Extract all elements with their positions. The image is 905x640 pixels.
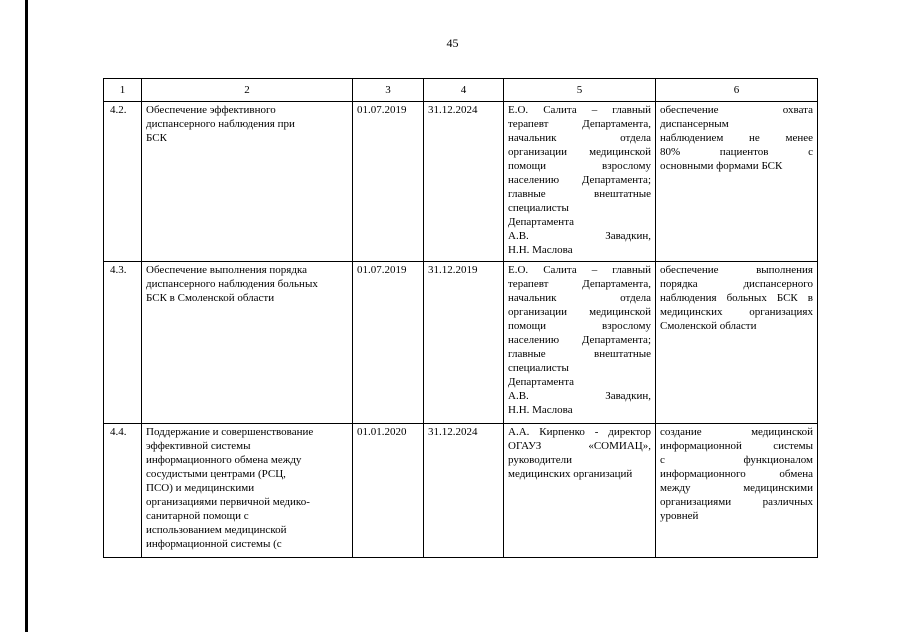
cell-line: Н.Н. Маслова	[508, 404, 573, 416]
cell-line: терапевт Департамента,	[508, 118, 651, 130]
cell-line: Н.Н. Маслова	[508, 244, 573, 256]
cell-result	[656, 262, 818, 424]
cell-line: создание медицинской	[660, 426, 813, 438]
cell-line: обеспечение охвата	[660, 104, 813, 116]
cell-line: между медицинскими	[660, 482, 813, 494]
header-col-2: 2	[142, 79, 353, 102]
cell-line: с функционалом	[660, 454, 813, 466]
cell-line: организации медицинской	[508, 146, 651, 158]
header-col-3: 3	[353, 79, 424, 102]
cell-line: медицинских организаций	[508, 468, 633, 480]
cell-line: медицинских организациях	[660, 306, 813, 318]
cell-line: уровней	[660, 510, 699, 522]
cell-line: главные внештатные	[508, 348, 651, 360]
cell-line: организации медицинской	[508, 306, 651, 318]
cell-line: сосудистыми центрами (РСЦ,	[146, 468, 286, 480]
cell-start-date	[353, 262, 424, 424]
cell-text: 4.4.	[110, 426, 127, 438]
cell-text: 4.2.	[110, 104, 127, 116]
cell-line: Обеспечение выполнения порядка	[146, 264, 308, 276]
plan-table	[103, 78, 818, 558]
cell-text: 01.07.2019	[357, 104, 407, 116]
cell-line: Департамента	[508, 376, 575, 388]
cell-text: 31.12.2024	[428, 104, 478, 116]
cell-result	[656, 424, 818, 558]
cell-line: санитарной помощи с	[146, 510, 249, 522]
table-row	[104, 102, 818, 262]
cell-text: 01.07.2019	[357, 264, 407, 276]
cell-start-date	[353, 424, 424, 558]
cell-line: информационного обмена между	[146, 454, 302, 466]
cell-line: основными формами БСК	[660, 160, 783, 172]
cell-text: 31.12.2024	[428, 426, 478, 438]
table-body	[104, 102, 818, 558]
cell-number	[104, 262, 142, 424]
page-number: 45	[446, 36, 459, 50]
cell-text: 31.12.2019	[428, 264, 478, 276]
cell-line: А.В. Завадкин,	[508, 390, 651, 402]
cell-line: 80% пациентов с	[660, 146, 813, 158]
cell-line: информационного обмена	[660, 468, 813, 480]
cell-activity	[142, 262, 353, 424]
cell-line: Смоленской области	[660, 320, 757, 332]
cell-line: БСК	[146, 132, 167, 144]
cell-responsible	[504, 102, 656, 262]
cell-line: населению Департамента;	[508, 174, 651, 186]
cell-responsible	[504, 424, 656, 558]
cell-line: наблюдения больных БСК в	[660, 292, 813, 304]
cell-line: специалисты	[508, 362, 569, 374]
cell-line: помощи взрослому	[508, 160, 651, 172]
cell-line: Е.О. Салита – главный	[508, 104, 651, 116]
cell-line: Обеспечение эффективного	[146, 104, 276, 116]
cell-start-date	[353, 102, 424, 262]
cell-line: порядка диспансерного	[660, 278, 813, 290]
cell-line: организациями различных	[660, 496, 813, 508]
cell-line: диспансерного наблюдения при	[146, 118, 295, 130]
table-row	[104, 262, 818, 424]
cell-end-date	[424, 262, 504, 424]
header-row	[104, 79, 818, 102]
cell-line: БСК в Смоленской области	[146, 292, 275, 304]
header-col-1: 1	[104, 79, 142, 102]
cell-responsible	[504, 262, 656, 424]
cell-line: главные внештатные	[508, 188, 651, 200]
cell-end-date	[424, 102, 504, 262]
cell-number	[104, 102, 142, 262]
cell-result	[656, 102, 818, 262]
cell-activity	[142, 424, 353, 558]
cell-line: Е.О. Салита – главный	[508, 264, 651, 276]
cell-line: помощи взрослому	[508, 320, 651, 332]
cell-line: А.А. Кирпенко - директор	[508, 426, 651, 438]
cell-line: организациями первичной медико-	[146, 496, 310, 508]
cell-text: 01.01.2020	[357, 426, 407, 438]
cell-line: информационной системы (с	[146, 538, 282, 550]
cell-line: обеспечение выполнения	[660, 264, 813, 276]
cell-line: информационной системы	[660, 440, 813, 452]
cell-line: ОГАУЗ «СОМИАЦ»,	[508, 440, 651, 452]
cell-line: населению Департамента;	[508, 334, 651, 346]
cell-line: начальник отдела	[508, 292, 651, 304]
cell-line: ПСО) и медицинскими	[146, 482, 255, 494]
page-left-edge	[25, 0, 28, 632]
cell-line: Поддержание и совершенствование	[146, 426, 314, 438]
cell-line: начальник отдела	[508, 132, 651, 144]
cell-activity	[142, 102, 353, 262]
cell-line: терапевт Департамента,	[508, 278, 651, 290]
cell-line: наблюдением не менее	[660, 132, 813, 144]
cell-line: диспансерного наблюдения больных	[146, 278, 318, 290]
cell-end-date	[424, 424, 504, 558]
cell-line: специалисты	[508, 202, 569, 214]
cell-line: Департамента	[508, 216, 575, 228]
cell-line: диспансерным	[660, 118, 729, 130]
cell-line: А.В. Завадкин,	[508, 230, 651, 242]
header-col-4: 4	[424, 79, 504, 102]
cell-line: использованием медицинской	[146, 524, 287, 536]
cell-line: эффективной системы	[146, 440, 251, 452]
cell-text: 4.3.	[110, 264, 127, 276]
cell-number	[104, 424, 142, 558]
table-row	[104, 424, 818, 558]
header-col-5: 5	[504, 79, 656, 102]
cell-line: руководители	[508, 454, 572, 466]
header-col-6: 6	[656, 79, 818, 102]
